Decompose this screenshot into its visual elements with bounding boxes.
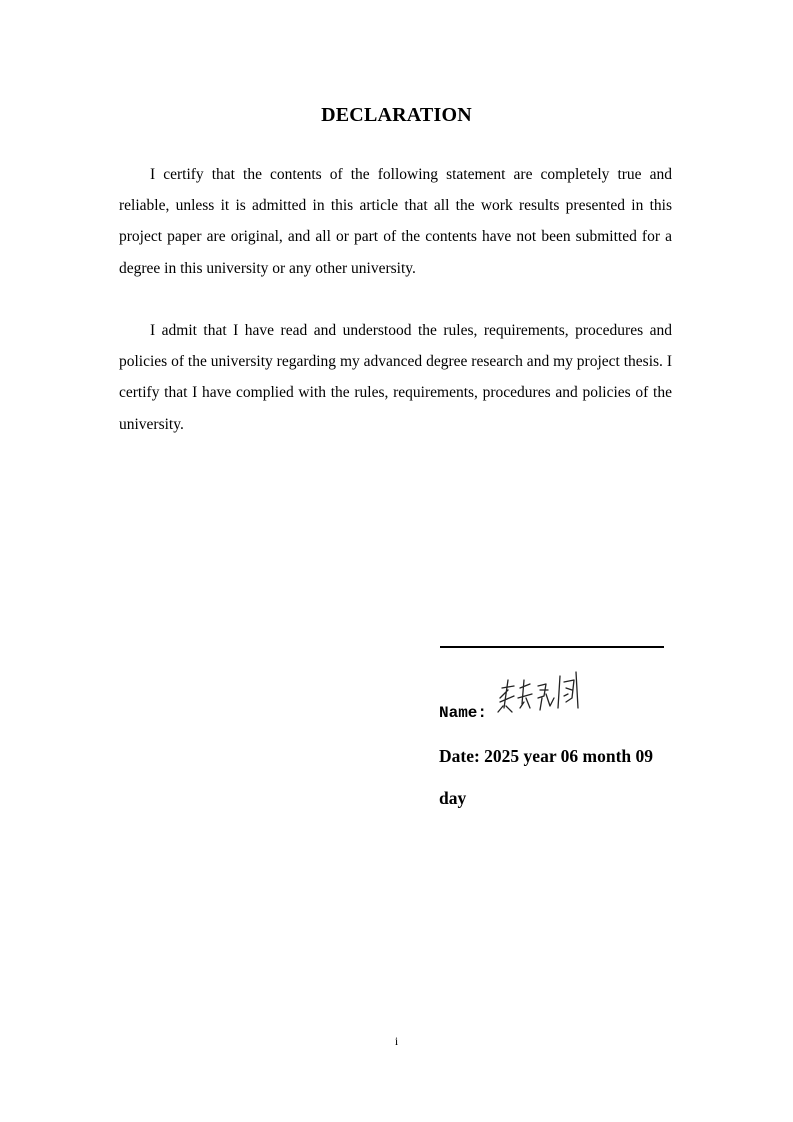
page-title: DECLARATION (321, 104, 472, 126)
page-number: i (394, 1034, 399, 1048)
signature-line (440, 646, 664, 648)
declaration-paragraph-1: I certify that the contents of the following statement are completely true and reliable, unless it is admitted in this article that all the work results presented in this project paper are original, and all or part of the contents have not been submitted for a degree in this university or any other university. (119, 166, 672, 277)
name-label: Name: (439, 704, 488, 722)
signature-date: Date: 2025 year 06 month 09 day (439, 746, 654, 808)
handwritten-signature (494, 668, 584, 722)
declaration-paragraph-2: I admit that I have read and understood the rules, requirements, procedures and policies of the university regarding my advanced degree research and my project thesis. I certify that I have complied with the rules, requirements, procedures and policies of the university. (119, 322, 672, 433)
